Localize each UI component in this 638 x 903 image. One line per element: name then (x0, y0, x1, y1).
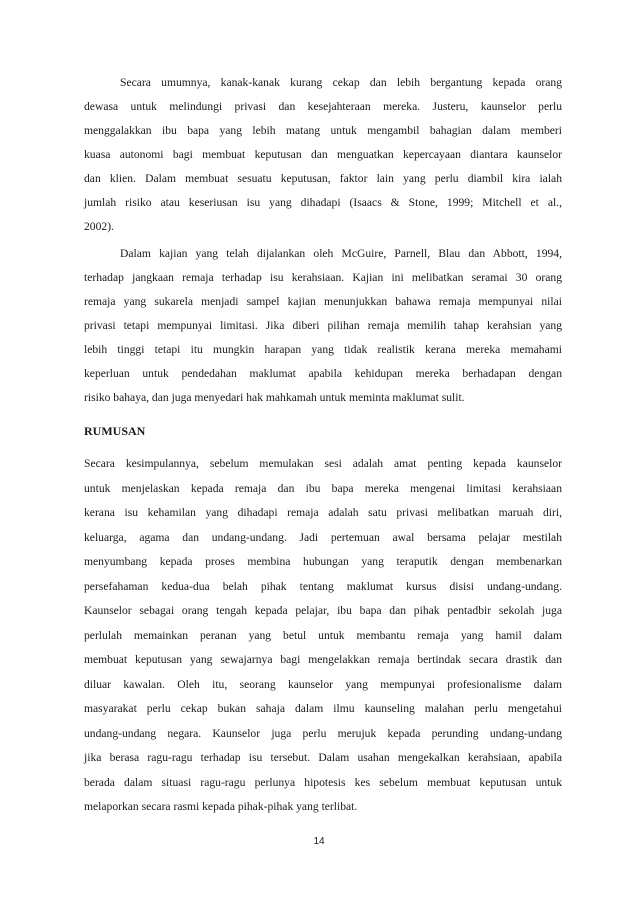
text-line: Secara umumnya, kanak-kanak kurang cekap dan lebih bergantung kepada orang (120, 76, 562, 89)
text-line: keluarga, agama dan undang-undang. Jadi pertemuan awal bersama pelajar mestilah (84, 531, 562, 544)
text-line: Secara kesimpulannya, sebelum memulakan sesi adalah amat penting kepada kaunselor (84, 457, 562, 470)
text-line: Kaunselor sebagai orang tengah kepada pelajar, ibu bapa dan pihak pentadbir sekolah juga (84, 604, 562, 617)
text-line: untuk menjelaskan kepada remaja dan ibu bapa mereka mengenai limitasi kerahsiaan (84, 482, 562, 495)
text-line: masyarakat perlu cekap bukan sahaja dalam ilmu kaunseling malahan perlu mengetahui (84, 702, 562, 715)
text-line: undang-undang negara. Kaunselor juga perlu merujuk kepada perunding undang-undang (84, 727, 562, 740)
text-line: dewasa untuk melindungi privasi dan kesejahteraan mereka. Justeru, kaunselor perlu (84, 100, 562, 113)
text-line: persefahaman kedua-dua belah pihak tentang maklumat kursus disisi undang-undang. (84, 580, 562, 593)
page-number: 14 (313, 836, 325, 847)
text-line: dan klien. Dalam membuat sesuatu keputusan, faktor lain yang perlu diambil kira ialah (84, 172, 562, 185)
text-line: remaja yang sukarela menjadi sampel kajian menunjukkan bahawa remaja mempunyai nilai (84, 295, 562, 308)
text-line: risiko bahaya, dan juga menyedari hak mahkamah untuk meminta maklumat sulit. (84, 391, 465, 404)
text-line: melaporkan secara rasmi kepada pihak-pihak yang terlibat. (84, 800, 358, 813)
text-line: berada dalam situasi ragu-ragu perlunya hipotesis kes sebelum membuat keputusan untuk (84, 776, 562, 789)
text-line: kerana isu kehamilan yang dihadapi remaja adalah satu privasi melibatkan maruah diri, (84, 506, 562, 519)
text-line: menggalakkan ibu bapa yang lebih matang untuk mengambil bahagian dalam memberi (84, 124, 562, 137)
text-line: terhadap jangkaan remaja terhadap isu kerahsiaan. Kajian ini melibatkan seramai 30 orang (84, 271, 562, 284)
text-line: kuasa autonomi bagi membuat keputusan dan menguatkan kepercayaan diantara kaunselor (84, 148, 562, 161)
text-line: lebih tinggi tetapi itu mungkin harapan yang tidak realistik kerana mereka memahami (84, 343, 562, 356)
text-line: menyumbang kepada proses membina hubungan yang teraputik dengan membenarkan (84, 555, 562, 568)
text-line: privasi tetapi mempunyai limitasi. Jika diberi pilihan remaja memilih tahap kerahsian yang (84, 319, 562, 332)
text-line: perlulah memainkan peranan yang betul untuk membantu remaja yang hamil dalam (84, 629, 562, 642)
text-line: keperluan untuk pendedahan maklumat apabila kehidupan mereka berhadapan dengan (84, 367, 562, 380)
text-line: 2002). (84, 220, 114, 233)
section-heading: RUMUSAN (84, 424, 146, 438)
text-line: Dalam kajian yang telah dijalankan oleh McGuire, Parnell, Blau dan Abbott, 1994, (120, 247, 562, 260)
text-line: membuat keputusan yang sewajarnya bagi mengelakkan remaja bertindak secara drastik dan (84, 653, 562, 666)
text-line: jika berasa ragu-ragu terhadap isu tersebut. Dalam usahan mengekalkan kerahsiaan, apabila (84, 751, 562, 764)
text-line: diluar kawalan. Oleh itu, seorang kaunselor yang mempunyai profesionalisme dalam (84, 678, 562, 691)
text-line: jumlah risiko atau keseriusan isu yang dihadapi (Isaacs & Stone, 1999; Mitchell et al., (84, 196, 562, 209)
